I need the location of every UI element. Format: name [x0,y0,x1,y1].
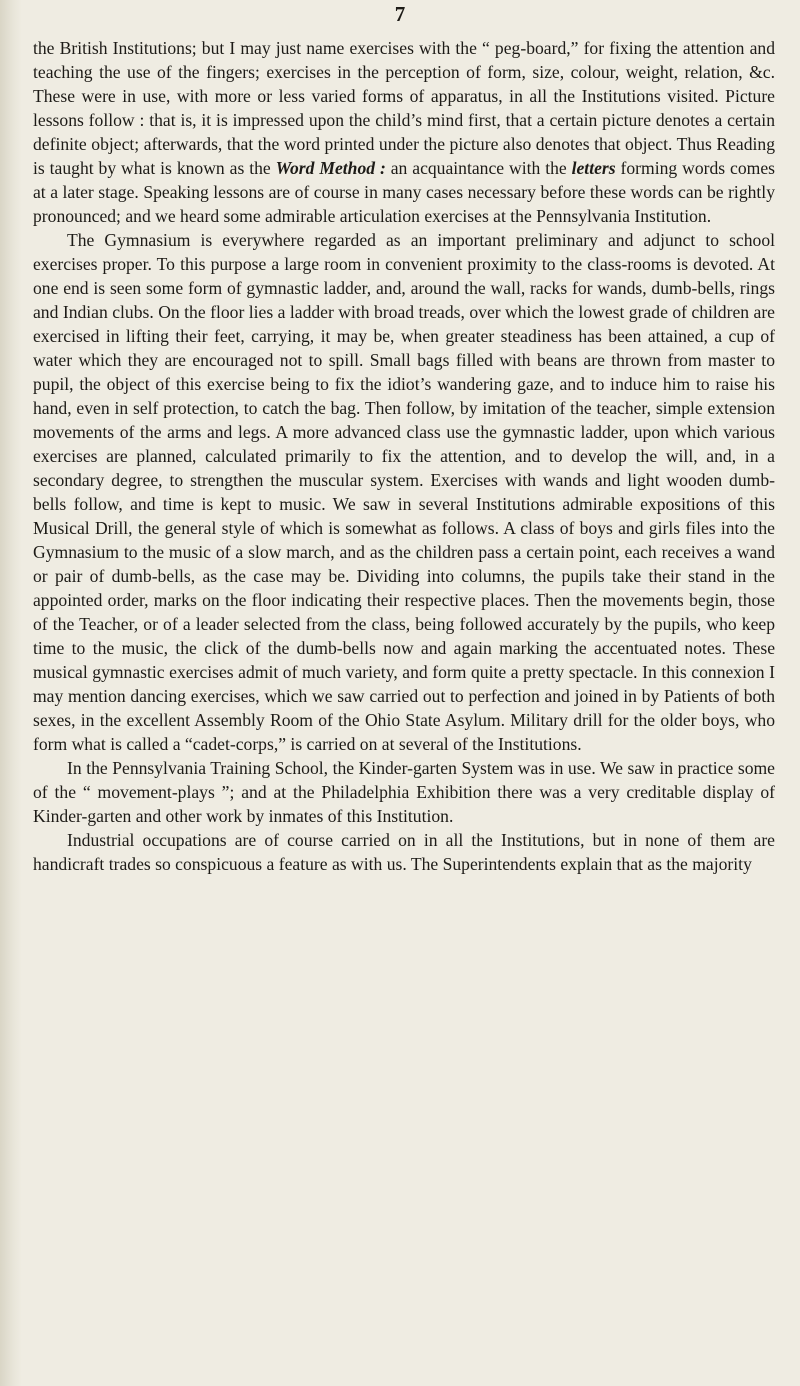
paragraph-4-text: Industrial occupations are of course carried on in all the Institutions, but in none of them are handicraft trades so conspicuous a feature as with us. The Superintendents explain that as the majority [33,830,775,874]
paragraph-3-text: In the Pennsylvania Training School, the Kinder-garten System was in use. We saw in practice some of the “ movement-plays ”; and at the Philadelphia Exhibition there was a very creditable display of Kinder-garten and other work by inmates of this Institution. [33,758,775,826]
letters-term: letters [571,158,616,178]
page-number: 7 [394,2,406,26]
paragraph-1-text-a: the British Institutions; but I may just name exercises with the “ peg-board,” for fixing the attention and teaching the use of the fingers; exercises in the perception of form, size, colour, weight, relation, &c. These were in use, with more or less varied forms of apparatus, in all the Institutions visited. Picture lessons follow : that is, it is impressed upon the child’s mind first, that a certain picture denotes a certain definite object; afterwards, that the word printed under the picture also denotes that object. Thus Reading is taught by what is known as the [33,38,775,178]
paragraph-4 [33,828,775,876]
word-method-term: Word Method : [275,158,386,178]
paragraph-1-text-b: an acquaintance with the [385,158,572,178]
page-edge-shadow [0,0,22,1386]
paragraph-1 [33,36,775,228]
paragraph-1-text-c: forming words comes at a later stage. Speaking lessons are of course in many cases necessary before these words can be rightly pronounced; and we heard some admirable articulation exercises at the Pennsylvania Institution. [33,158,775,226]
paragraph-2 [33,228,775,756]
paragraph-3 [33,756,775,828]
paragraph-2-text: The Gymnasium is everywhere regarded as an important preliminary and adjunct to school exercises proper. To this purpose a large room in convenient proximity to the class-rooms is devoted. At one end is seen some form of gymnastic ladder, and, around the wall, racks for wands, dumb-bells, rings and Indian clubs. On the floor lies a ladder with broad treads, over which the lowest grade of children are exercised in lifting their feet, carrying, it may be, when greater steadiness has been attained, a cup of water which they are encouraged not to spill. Small bags filled with beans are thrown from master to pupil, the object of this exercise being to fix the idiot’s wandering gaze, and to induce him to raise his hand, even in self protection, to catch the bag. Then follow, by imitation of the teacher, simple extension movements of the arms and legs. A more advanced class use the gymnastic ladder, upon which various exercises are planned, calculated primarily to fix the attention, and to develop the will, and, in a secondary degree, to strengthen the muscular system. Exercises with wands and light wooden dumb-bells follow, and time is kept to music. We saw in several Institutions admirable expositions of this Musical Drill, the general style of which is somewhat as follows. A class of boys and girls files into the Gymnasium to the music of a slow march, and as the children pass a certain point, each receives a wand or pair of dumb-bells, as the case may be. Dividing into columns, the pupils take their stand in the appointed order, marks on the floor indicating their respective places. Then the movements begin, those of the Teacher, or of a leader selected from the class, being followed accurately by the pupils, who keep time to the music, the click of the dumb-bells now and again marking the accentuated notes. These musical gymnastic exercises admit of much variety, and form quite a pretty spectacle. In this connexion I may mention dancing exercises, which we saw carried out to perfection and joined in by Patients of both sexes, in the excellent Assembly Room of the Ohio State Asylum. Military drill for the older boys, who form what is called a “cadet-corps,” is carried on at several of the Institutions. [33,230,775,754]
body-text [33,36,775,876]
